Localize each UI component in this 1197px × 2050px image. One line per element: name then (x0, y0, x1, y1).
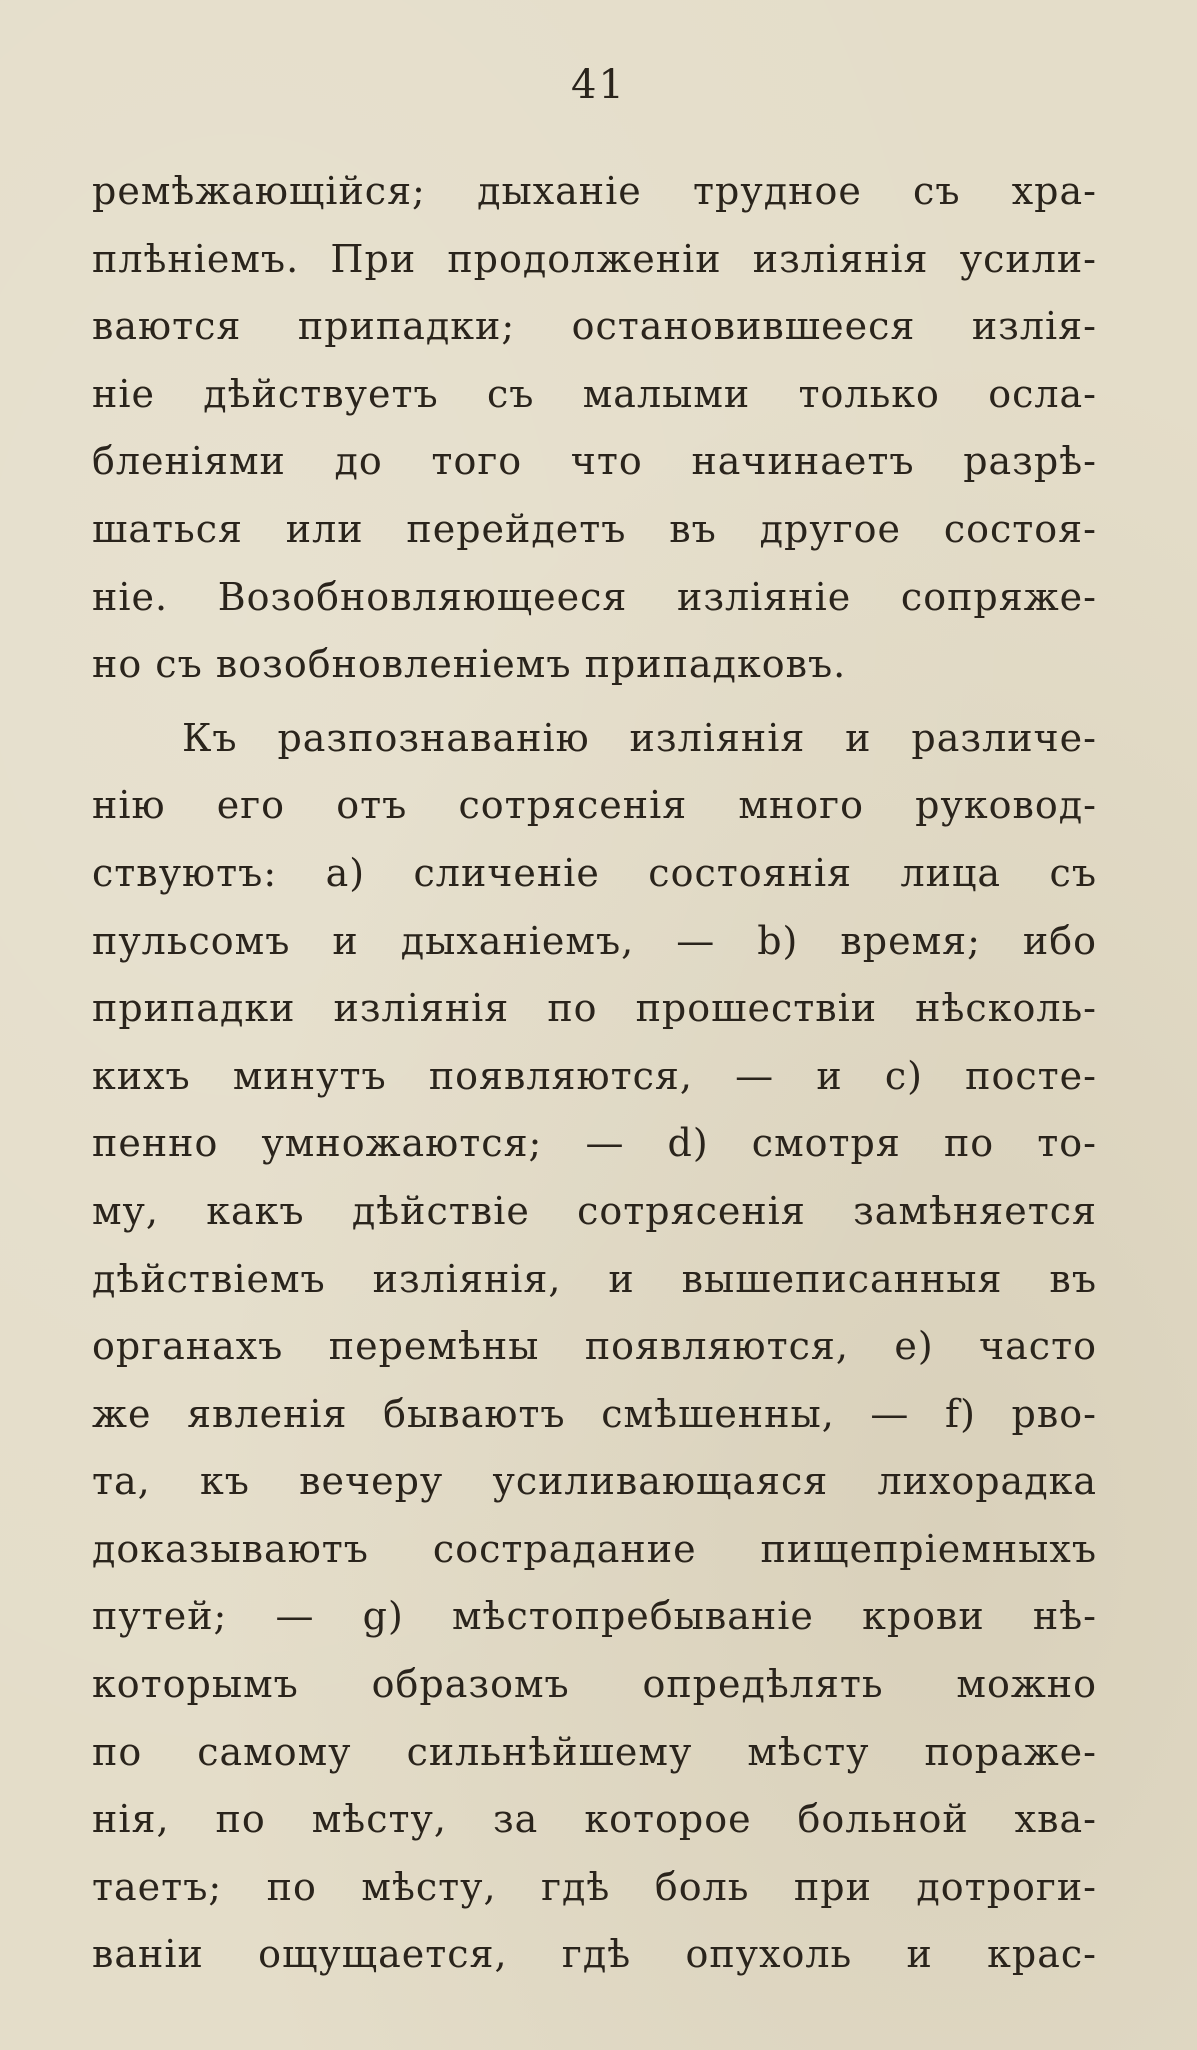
text-line: пенно умножаются; — d) смотря по то- (92, 1121, 1097, 1166)
text-line: путей; — g) мѣстопребываніе крови нѣ- (92, 1594, 1097, 1639)
text-line: органахъ перемѣны появляются, e) часто (92, 1324, 1097, 1369)
text-line: му, какъ дѣйствіе сотрясенія замѣняется (92, 1188, 1097, 1233)
text-line: кихъ минутъ появляются, — и c) посте- (92, 1053, 1097, 1098)
text-line: шаться или перейдетъ въ другое состоя- (92, 506, 1097, 551)
text-line: припадки изліянія по прошествіи нѣсколь- (92, 986, 1097, 1031)
text-line: таетъ; по мѣсту, гдѣ боль при дотроги- (92, 1864, 1097, 1909)
text-line: дѣйствіемъ изліянія, и вышеписанныя въ (92, 1256, 1097, 1301)
paragraph-1 (92, 158, 1097, 699)
text-line: ніе дѣйствуетъ съ малыми только осла- (92, 371, 1097, 416)
page-number: 41 (571, 62, 626, 108)
text-line: ваніи ощущается, гдѣ опухоль и крас- (92, 1932, 1097, 1977)
text-line: плѣніемъ. При продолженіи изліянія усили- (92, 236, 1097, 281)
text-line: которымъ образомъ опредѣлять можно (92, 1662, 1097, 1707)
text-line: нію его отъ сотрясенія много руковод- (92, 783, 1097, 828)
text-line: бленіями до того что начинаетъ разрѣ- (92, 439, 1097, 484)
text-line: доказываютъ сострадание пищепріемныхъ (92, 1526, 1097, 1571)
text-line: пульсомъ и дыханіемъ, — b) время; ибо (92, 918, 1097, 963)
text-line: же явленія бываютъ смѣшенны, — f) рво- (92, 1391, 1097, 1436)
text-line: по самому сильнѣйшему мѣсту пораже- (92, 1729, 1097, 1774)
body-text (92, 158, 1097, 1989)
text-line: Къ разпознаванію изліянія и различе- (182, 715, 1097, 760)
text-line: та, къ вечеру усиливающаяся лихорадка (92, 1459, 1097, 1504)
paragraph-2 (92, 705, 1097, 1989)
text-line: но съ возобновленіемъ припадковъ. (92, 642, 847, 687)
text-line: ствуютъ: a) сличеніе состоянія лица съ (92, 850, 1097, 895)
text-line: ваются припадки; остановившееся излія- (92, 304, 1097, 349)
text-line: нія, по мѣсту, за которое больной хва- (92, 1797, 1097, 1842)
text-line: ремѣжающійся; дыханіе трудное съ хра- (92, 169, 1097, 213)
text-line: ніе. Возобновляющееся изліяніе сопряже- (92, 574, 1097, 619)
